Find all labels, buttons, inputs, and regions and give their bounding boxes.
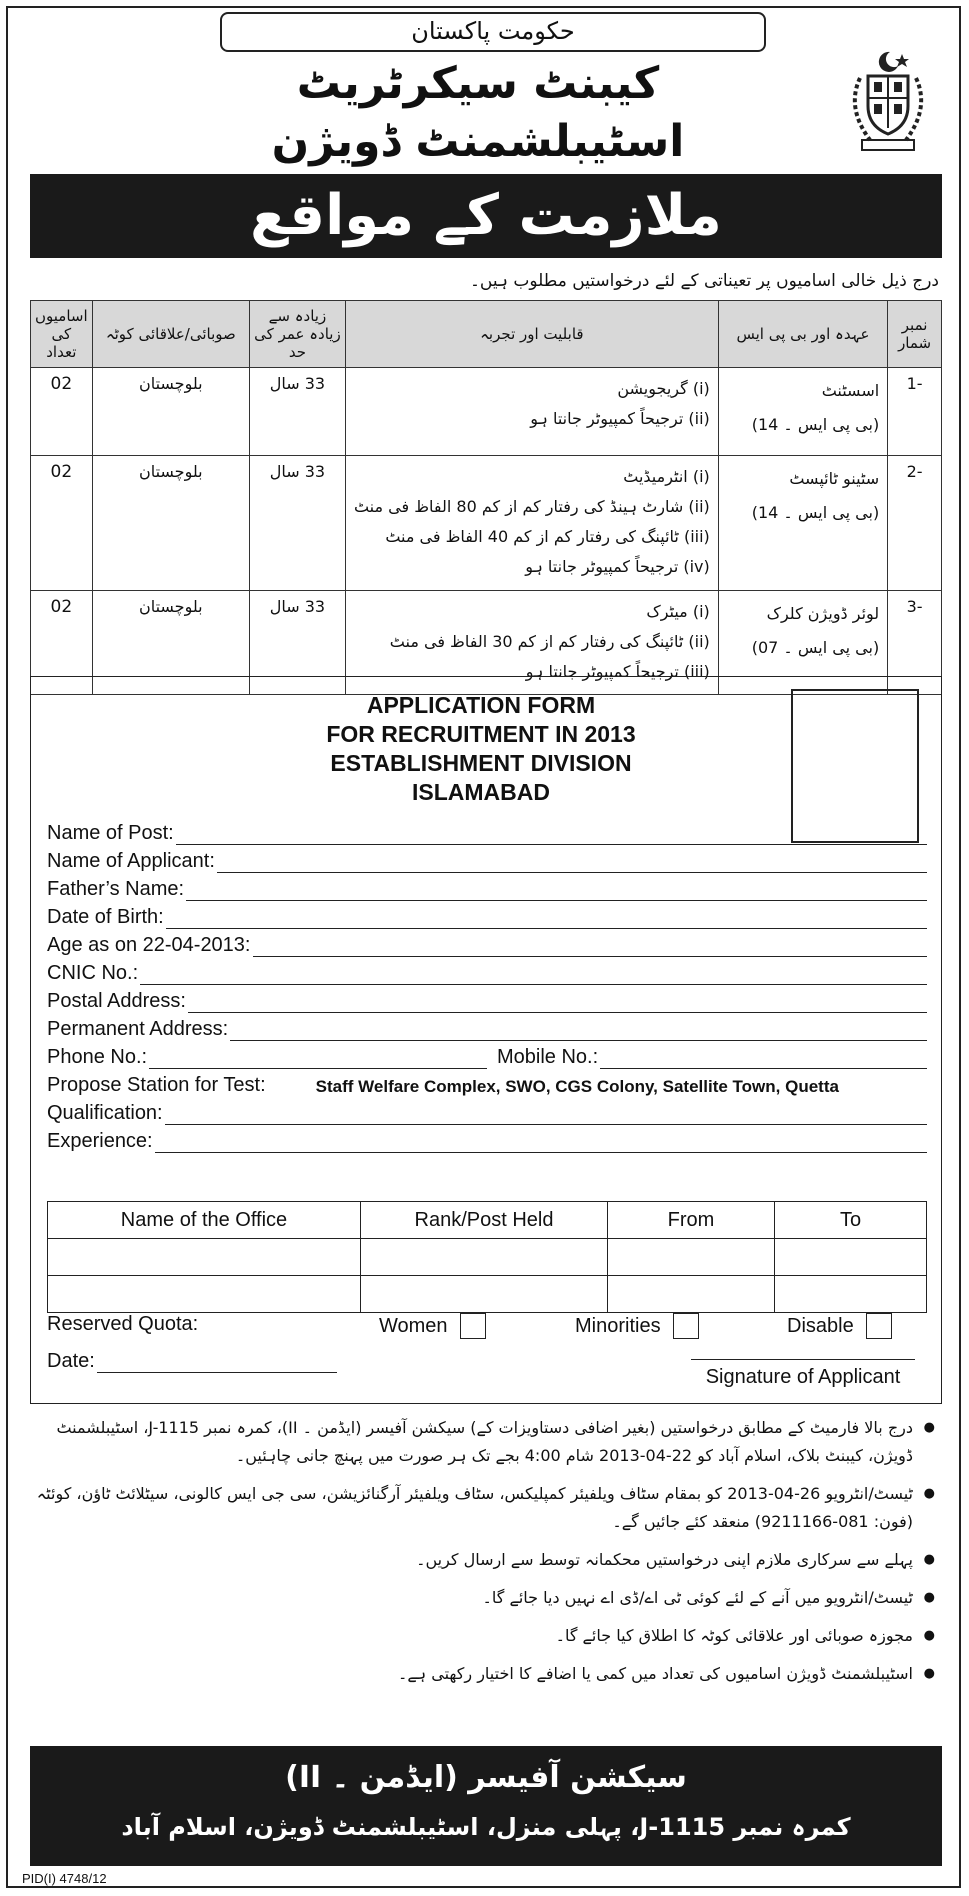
experience-field[interactable] [155,1132,927,1153]
section-officer-label: سیکشن آفیسر (ایڈمن ۔ II) [285,1760,687,1795]
form-title-line: ESTABLISHMENT DIVISION [330,750,632,776]
qualification-field[interactable] [165,1104,927,1125]
qualification-item: (ii) شارٹ ہینڈ کی رفتار کم از کم 80 الفاظ فی منٹ [353,497,710,516]
table-row [48,1239,927,1276]
qualification-item: (i) میٹرک [646,602,710,621]
age-cell: 33 سال [249,368,345,456]
propose-station-value: Staff Welfare Complex, SWO, CGS Colony, Satellite Town, Quetta [315,1077,839,1096]
age-label: Age as on 22-04-2013: [47,934,251,956]
header-age: زیادہ سے زیادہ عمر کی حد [249,301,345,368]
date-of-birth-field[interactable] [166,908,927,929]
advertisement-page [6,6,961,1888]
quota-cell: بلوچستان [92,456,249,591]
age-row [47,929,927,957]
experience-label: Experience: [47,1130,153,1152]
name-of-post-field[interactable] [176,824,927,845]
post-cell [718,368,887,456]
minorities-option[interactable] [575,1313,699,1339]
date-row [47,1345,337,1373]
exp-cell[interactable] [48,1276,361,1313]
qualification-item: (iii) ترجیحاً کمپیوٹر جانتا ہو [525,662,710,681]
list-item: ● درج بالا فارمیٹ کے مطابق درخواستیں (بغیر اضافی دستاویزات کے) سیکشن آفیسر (ایڈمن ۔ II)، کمرہ نمبر J-1115، اسٹیبلشمنٹ ڈویژن، کیبنٹ بلاک، اسلام آباد کو 22-04-2013 شام 4:00 بجے تک ہر صورت میں پہنچ جانی چاہئیں۔ [33,1414,939,1470]
application-form [30,676,942,1404]
list-item: ● ٹیسٹ/انٹرویو میں آنے کے لئے کوئی ٹی اے/ڈی اے نہیں دیا جائے گا۔ [33,1584,939,1612]
minorities-checkbox[interactable] [673,1313,699,1339]
disable-label: Disable [787,1314,854,1337]
job-opportunities-banner: ملازمت کے مواقع [30,174,942,258]
table-row [48,1276,927,1313]
experience-header-row [48,1202,927,1239]
postal-address-row [47,985,927,1013]
fathers-name-label: Father’s Name: [47,878,185,900]
women-checkbox[interactable] [460,1313,486,1339]
exp-cell[interactable] [775,1276,927,1313]
list-item: ● اسٹیبلشمنٹ ڈویژن اسامیوں کی تعداد میں کمی یا اضافے کا اختیار رکھتی ہے۔ [33,1660,939,1688]
age-field[interactable] [253,936,928,957]
header-quota: صوبائی/علاقائی کوٹہ [92,301,249,368]
experience-table [47,1201,927,1313]
post-name: لوئر ڈویژن کلرک [766,604,880,623]
table-row [31,456,942,591]
phone-field[interactable] [149,1048,487,1069]
date-field[interactable] [97,1352,337,1373]
sno-cell: -3 [888,591,942,695]
form-title-line: FOR RECRUITMENT IN 2013 [326,721,636,747]
reserved-quota-label: Reserved Quota: [47,1313,199,1335]
qualification-item: (ii) ٹائپنگ کی رفتار کم از کم 30 الفاظ فی منٹ [389,632,710,651]
state-emblem-icon [838,48,938,158]
exp-cell[interactable] [361,1276,608,1313]
header-post: عہدہ اور بی پی ایس [718,301,887,368]
intro-text: درج ذیل خالی اسامیوں پر تعیناتی کے لئے درخواستیں مطلوب ہیں۔ [469,271,939,291]
cnic-label: CNIC No.: [47,962,139,984]
form-title-line: APPLICATION FORM [366,692,596,718]
exp-header-office: Name of the Office [48,1202,361,1239]
date-label: Date: [47,1350,95,1372]
post-bps: (بی پی ایس ۔ 14) [751,503,880,522]
form-title-line: ISLAMABAD [412,779,550,805]
count-cell: 02 [31,591,93,695]
disable-checkbox[interactable] [866,1313,892,1339]
disable-option[interactable] [787,1313,892,1339]
name-of-applicant-label: Name of Applicant: [47,850,215,872]
cnic-row [47,957,927,985]
permanent-address-field[interactable] [230,1020,927,1041]
exp-cell[interactable] [608,1276,775,1313]
cabinet-secretariat-heading: کیبنٹ سیکرٹریٹ [296,58,660,109]
form-title [271,691,691,807]
signature-of-applicant: Signature of Applicant [691,1359,915,1389]
qualification-item: (i) انٹرمیڈیٹ [623,467,710,486]
exp-cell[interactable] [48,1239,361,1276]
reserved-quota-row [47,1313,927,1343]
posts-table [30,300,942,695]
women-label: Women [379,1314,448,1337]
qualification-row [47,1097,927,1125]
name-of-applicant-row [47,845,927,873]
age-cell: 33 سال [249,456,345,591]
sno-cell: -1 [888,368,942,456]
mobile-label: Mobile No.: [497,1046,599,1068]
count-cell: 02 [31,456,93,591]
propose-station-label: Propose Station for Test: [47,1074,266,1096]
qualification-cell [345,368,718,456]
post-name: اسسٹنٹ [821,381,880,400]
mobile-row [497,1041,927,1069]
posts-table-header-row [31,301,942,368]
qualification-item: (ii) ترجیحاً کمپیوٹر جانتا ہو [530,409,710,428]
government-of-pakistan-label: حکومت پاکستان [220,12,766,52]
qualification-cell [345,456,718,591]
quota-cell: بلوچستان [92,368,249,456]
fathers-name-row [47,873,927,901]
footer-address: کمرہ نمبر J-1115، پہلی منزل، اسٹیبلشمنٹ ڈویژن، اسلام آباد [121,1813,851,1841]
age-cell: 33 سال [249,591,345,695]
sno-cell: -2 [888,456,942,591]
header-qualification: قابلیت اور تجربہ [345,301,718,368]
footer-banner [30,1746,942,1866]
exp-cell[interactable] [361,1239,608,1276]
exp-header-to: To [775,1202,927,1239]
fathers-name-field[interactable] [186,880,927,901]
qualification-label: Qualification: [47,1102,163,1124]
list-item: ● مجوزہ صوبائی اور علاقائی کوٹہ کا اطلاق کیا جائے گا۔ [33,1622,939,1650]
experience-row [47,1125,927,1153]
list-item: ● ٹیسٹ/انٹرویو 26-04-2013 کو بمقام سٹاف ویلفیئر کمپلیکس، سٹاف ویلفیئر آرگنائزیشن، سی جی ایس کالونی، سیٹلائٹ ٹاؤن، کوئٹہ (فون: 081-9211166) منعقد کئے جائیں گے۔ [33,1480,939,1536]
pid-number: PID(I) 4748/12 [22,1871,107,1886]
qualification-item: (iii) ٹائپنگ کی رفتار کم از کم 40 الفاظ فی منٹ [385,527,710,546]
table-row [31,368,942,456]
propose-station-row [47,1069,927,1097]
date-of-birth-row [47,901,927,929]
postal-address-field[interactable] [188,992,927,1013]
permanent-address-row [47,1013,927,1041]
phone-label: Phone No.: [47,1046,148,1068]
post-name: سٹینو ٹائپسٹ [789,469,880,488]
minorities-label: Minorities [575,1314,661,1337]
list-item: ● پہلے سے سرکاری ملازم اپنی درخواستیں محکمانہ توسط سے ارسال کریں۔ [33,1546,939,1574]
post-cell [718,456,887,591]
header-count: اسامیوں کی تعداد [31,301,93,368]
qualification-item: (i) گریجویشن [617,379,710,398]
quota-cell: بلوچستان [92,591,249,695]
exp-header-rank: Rank/Post Held [361,1202,608,1239]
post-bps: (بی پی ایس ۔ 07) [751,638,880,657]
name-of-post-row [47,817,927,845]
postal-address-label: Postal Address: [47,990,186,1012]
terms-list [33,1414,939,1698]
mobile-field[interactable] [600,1048,927,1069]
date-of-birth-label: Date of Birth: [47,906,164,928]
name-of-post-label: Name of Post: [47,822,174,844]
exp-cell[interactable] [608,1239,775,1276]
permanent-address-label: Permanent Address: [47,1018,229,1040]
post-bps: (بی پی ایس ۔ 14) [751,415,880,434]
qualification-item: (iv) ترجیحاً کمپیوٹر جانتا ہو [525,557,710,576]
phone-row [47,1041,487,1069]
exp-cell[interactable] [775,1239,927,1276]
cnic-field[interactable] [140,964,927,985]
name-of-applicant-field[interactable] [217,852,927,873]
establishment-division-heading: اسٹیبلشمنٹ ڈویژن [271,116,685,167]
header-sno: نمبر شمار [888,301,942,368]
exp-header-from: From [608,1202,775,1239]
count-cell: 02 [31,368,93,456]
women-option[interactable] [379,1313,486,1339]
